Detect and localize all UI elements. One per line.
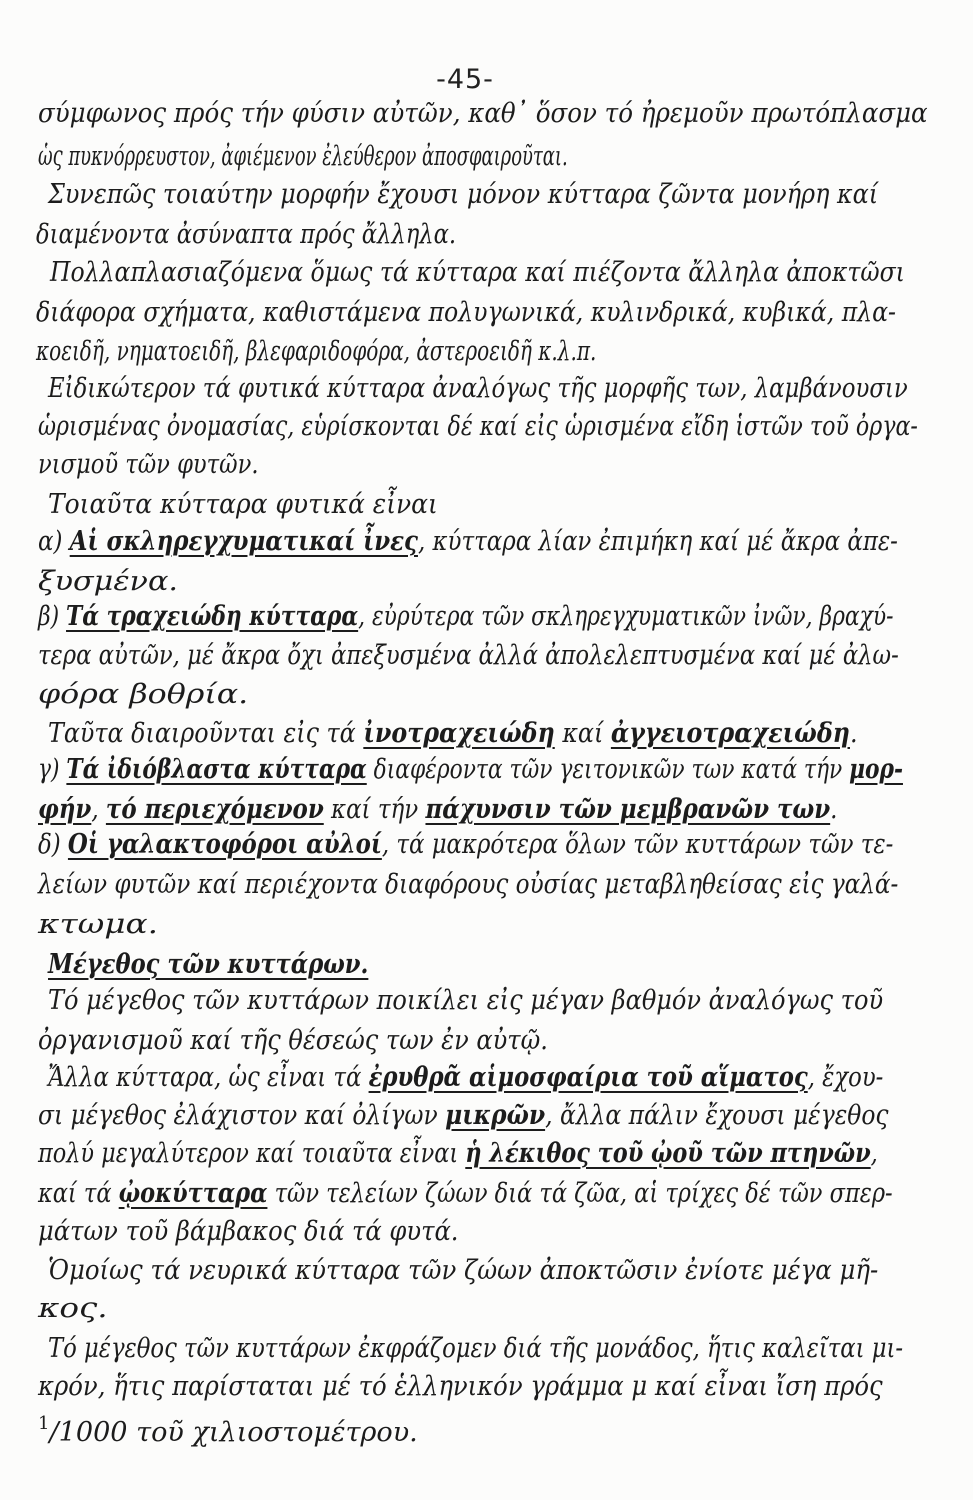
- text-segment: καί τήν: [323, 794, 426, 825]
- text-line: [38, 1213, 458, 1251]
- text-segment: Συνεπῶς τοιαύτην μορφήν ἔχουσι μόνον κύτταρα ζῶντα μονήρη καί: [48, 179, 879, 210]
- text-segment: , ἄλλα πάλιν ἔχουσι μέγεθος: [545, 1100, 889, 1131]
- underlined-term: Μέγεθος τῶν κυττάρων.: [48, 949, 369, 980]
- page-number: -45-: [436, 64, 494, 95]
- text-segment: διαμένοντα ἀσύναπτα πρός ἄλληλα.: [36, 219, 457, 250]
- text-line: [38, 138, 568, 176]
- text-line: [38, 523, 898, 561]
- text-segment: ὀργανισμοῦ καί τῆς θέσεώς των ἐν αὐτῷ.: [38, 1025, 548, 1056]
- text-line: [38, 95, 928, 133]
- text-line: [36, 294, 896, 332]
- text-segment: τερα αὐτῶν, μέ ἄκρα ὄχι ἀπεξυσμένα ἀλλά ἀπολελεπτυσμένα καί μέ ἀλω-: [38, 640, 899, 671]
- text-line: [36, 216, 456, 254]
- text-line: [36, 333, 596, 371]
- text-segment: γ): [38, 754, 67, 785]
- text-segment: .: [849, 718, 858, 749]
- text-segment: β): [38, 601, 67, 632]
- text-segment: κτωμα.: [38, 909, 159, 940]
- text-line: [38, 1175, 893, 1213]
- underlined-term: ἀγγειοτραχειώδη: [610, 718, 850, 749]
- text-segment: , εὐρύτερα τῶν σκληρεγχυματικῶν ἰνῶν, βραχύ-: [358, 601, 894, 632]
- fraction-numerator: 1: [38, 1413, 50, 1434]
- text-line: [50, 254, 905, 292]
- text-segment: καί τά: [38, 1178, 119, 1209]
- underlined-term: Οἱ γαλακτοφόροι αὐλοί: [67, 829, 382, 860]
- text-segment: σι μέγεθος ἐλάχιστον καί ὀλίγων: [38, 1100, 446, 1131]
- text-segment: Ταῦτα διαιροῦνται εἰς τά: [48, 718, 364, 749]
- text-segment: , τά μακρότερα ὅλων τῶν κυττάρων τῶν τε-: [381, 829, 894, 860]
- text-line: [48, 1330, 903, 1368]
- text-line: [38, 1135, 878, 1173]
- underlined-term: ἐρυθρᾶ αἱμοσφαίρια τοῦ αἵματος: [368, 1062, 808, 1093]
- underlined-term: Αἱ σκληρεγχυματικαί ἶνες: [69, 526, 418, 557]
- text-segment: Εἰδικώτερον τά φυτικά κύτταρα ἀναλόγως τῆς μορφῆς των, λαμβάνουσιν: [48, 373, 908, 404]
- text-segment: Τό μέγεθος τῶν κυττάρων ἐκφράζομεν διά τῆς μονάδος, ἥτις καλεῖται μι-: [48, 1333, 904, 1364]
- underlined-term: πάχυνσιν τῶν μεμβρανῶν των: [425, 794, 831, 825]
- text-line: [38, 676, 248, 714]
- text-line: [38, 1022, 548, 1060]
- text-line: [38, 791, 837, 829]
- text-segment: νισμοῦ τῶν φυτῶν.: [38, 449, 259, 480]
- text-line: [38, 598, 893, 636]
- text-segment: ,: [870, 1138, 878, 1169]
- text-line: [48, 982, 883, 1020]
- text-segment: διάφορα σχήματα, καθιστάμενα πολυγωνικά, κυλινδρικά, κυβικά, πλα-: [36, 297, 897, 328]
- text-line: [48, 946, 368, 984]
- text-segment: δ): [38, 829, 68, 860]
- text-line: [38, 826, 893, 864]
- text-line: [38, 1368, 883, 1406]
- text-segment: κος.: [38, 1293, 108, 1324]
- text-line: [38, 906, 158, 944]
- text-segment: διαφέροντα τῶν γειτονικῶν των κατά τήν: [366, 754, 850, 785]
- text-segment: α): [38, 526, 70, 557]
- text-line: [48, 370, 908, 408]
- text-segment: , κύτταρα λίαν ἐπιμήκη καί μέ ἄκρα ἀπε-: [417, 526, 898, 557]
- text-line: [48, 715, 858, 753]
- text-line: [38, 408, 918, 446]
- text-segment: ξυσμένα.: [38, 566, 178, 597]
- text-line: [48, 1059, 883, 1097]
- text-line: [48, 486, 438, 524]
- text-segment: Πολλαπλασιαζόμενα ὅμως τά κύτταρα καί πιέζοντα ἄλληλα ἀποκτῶσι: [50, 257, 905, 288]
- text-segment: ὡς πυκνόρρευστον, ἀφιέμενον ἐλεύθερον ἀποσφαιροῦται.: [38, 141, 568, 172]
- text-segment: Τοιαῦτα κύτταρα φυτικά εἶναι: [48, 489, 438, 520]
- text-line: [38, 1097, 888, 1135]
- underlined-term: φήν: [38, 794, 92, 825]
- text-segment: Ὁμοίως τά νευρικά κύτταρα τῶν ζώων ἀποκτῶσιν ἐνίοτε μέγα μῆ-: [48, 1255, 879, 1286]
- text-line: [38, 1290, 108, 1328]
- text-segment: , ἔχου-: [807, 1062, 884, 1093]
- text-segment: ὡρισμένας ὀνομασίας, εὑρίσκονται δέ καί εἰς ὡρισμένα εἴδη ἱστῶν τοῦ ὀργα-: [38, 411, 918, 442]
- text-line: [38, 866, 898, 904]
- text-segment: ,: [91, 794, 106, 825]
- text-segment: τῶν τελείων ζώων διά τά ζῶα, αἱ τρίχες δέ τῶν σπερ-: [267, 1178, 893, 1209]
- underlined-term: Τά τραχειώδη κύτταρα: [66, 601, 359, 632]
- text-segment: κρόν, ἥτις παρίσταται μέ τό ἑλληνικόν γράμμα μ καί εἶναι ἴση πρός: [38, 1371, 883, 1402]
- text-line: [38, 1405, 418, 1448]
- underlined-term: μορ-: [849, 754, 903, 785]
- text-line: [48, 1252, 878, 1290]
- text-segment: φόρα βοθρία.: [38, 679, 249, 710]
- text-segment: μάτων τοῦ βάμβακος διά τά φυτά.: [38, 1216, 459, 1247]
- text-segment: Τό μέγεθος τῶν κυττάρων ποικίλει εἰς μέγαν βαθμόν ἀναλόγως τοῦ: [48, 985, 884, 1016]
- text-line: [38, 637, 899, 675]
- text-segment: σύμφωνος πρός τήν φύσιν αὐτῶν, καθ᾽ ὅσον τό ἠρεμοῦν πρωτόπλασμα: [38, 98, 928, 129]
- underlined-term: ᾠοκύτταρα: [118, 1178, 268, 1209]
- underlined-term: τό περιεχόμενον: [105, 794, 324, 825]
- underlined-term: ἡ λέκιθος τοῦ ᾠοῦ τῶν πτηνῶν: [465, 1138, 871, 1169]
- text-segment: πολύ μεγαλύτερον καί τοιαῦτα εἶναι: [38, 1138, 466, 1169]
- underlined-term: Τά ἰδιόβλαστα κύτταρα: [66, 754, 367, 785]
- text-line: [38, 751, 903, 789]
- underlined-term: μικρῶν: [445, 1100, 546, 1131]
- text-segment: καί: [554, 718, 611, 749]
- text-segment: /1000 τοῦ χιλιοστομέτρου.: [49, 1417, 418, 1448]
- text-segment: Ἄλλα κύτταρα, ὡς εἶναι τά: [48, 1062, 369, 1093]
- text-line: [48, 176, 878, 214]
- underlined-term: ἰνοτραχειώδη: [363, 718, 555, 749]
- text-segment: κοειδῆ, νηματοειδῆ, βλεφαριδοφόρα, ἀστεροειδῆ κ.λ.π.: [36, 336, 597, 367]
- text-segment: .: [830, 794, 838, 825]
- text-line: [38, 563, 178, 601]
- text-line: [38, 446, 259, 484]
- text-segment: λείων φυτῶν καί περιέχοντα διαφόρους οὐσίας μεταβληθείσας εἰς γαλά-: [38, 869, 899, 900]
